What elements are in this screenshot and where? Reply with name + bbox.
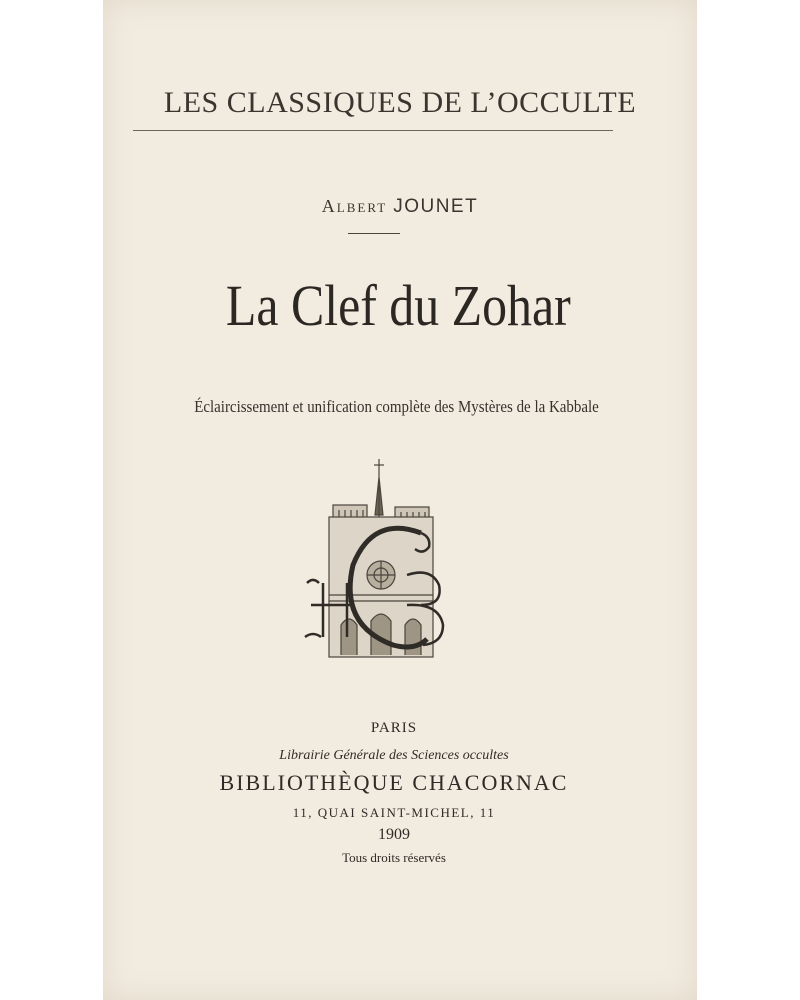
imprint-year: 1909 (378, 826, 410, 843)
author-line (103, 196, 697, 218)
author-divider (348, 233, 400, 234)
title-page (103, 0, 697, 1000)
cathedral-monogram-icon (303, 455, 453, 665)
author-last-name: JOUNET (393, 196, 479, 217)
author-first-name: Albert (321, 196, 388, 216)
imprint-city: PARIS (370, 720, 418, 736)
imprint-address: 11, QUAI SAINT-MICHEL, 11 (292, 805, 496, 820)
series-divider (133, 130, 613, 131)
book-title: La Clef du Zohar (225, 273, 571, 338)
series-title: LES CLASSIQUES DE L’OCCULTE (163, 86, 637, 119)
imprint-library: Librairie Générale des Sciences occultes (279, 748, 509, 763)
imprint-rights: Tous droits réservés (342, 850, 446, 865)
imprint-publisher: BIBLIOTHÈQUE CHACORNAC (219, 770, 569, 795)
book-subtitle: Éclaircissement et unification complète des Mystères de la Kabbale (194, 397, 599, 416)
